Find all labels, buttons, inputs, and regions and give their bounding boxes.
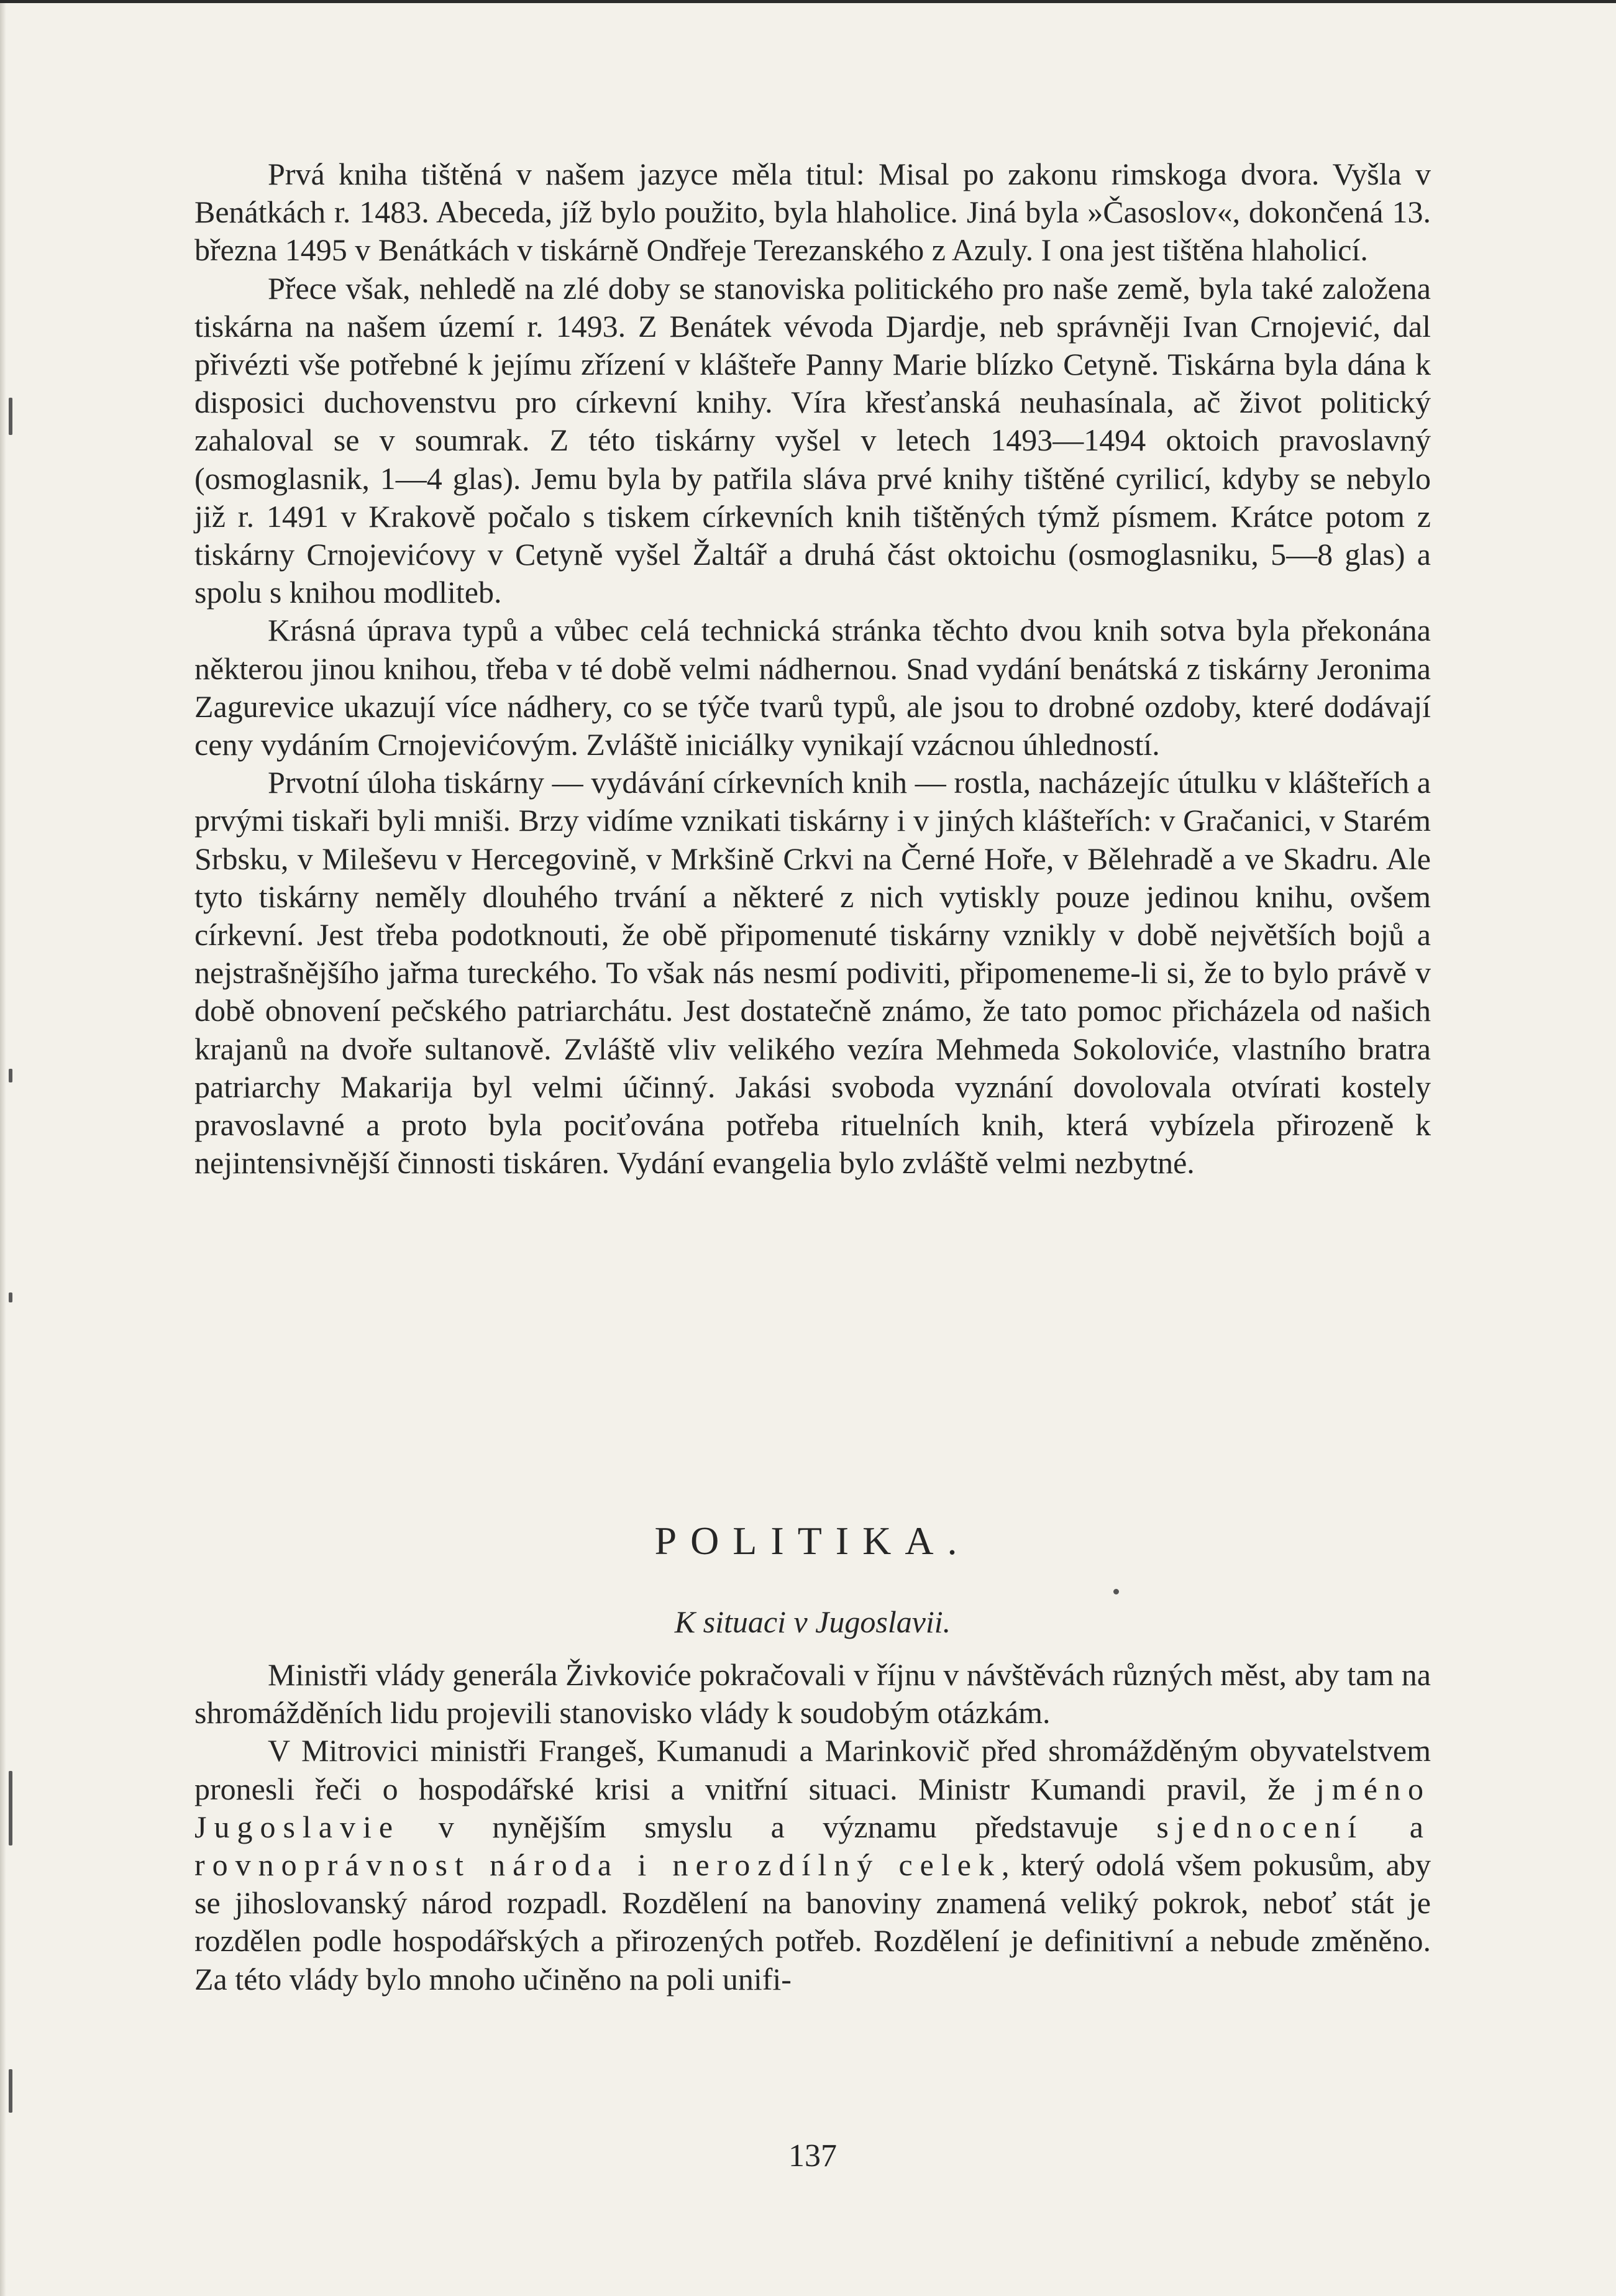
margin-mark: [9, 1069, 12, 1082]
margin-mark: [9, 398, 12, 435]
paragraph: Krásná úprava typů a vůbec celá technická stránka těchto dvou knih sotva byla překonána některou jinou knihou, třeba v té době velmi nádhernou. Snad vydání benátská z tiskárny Jeronima Zagurevice ukazují více nádhery, co se týče tvarů typů, ale jsou to drobné ozdoby, které dodávají ceny vydáním Crnojevićovým. Zvláště iniciálky vynikají vzácnou úhledností.: [194, 613, 1431, 762]
paragraph: Prvá kniha tištěná v našem jazyce měla titul: Misal po zakonu rimskoga dvora. Vyšla v Benátkách r. 1483. Abeceda, jíž bylo použito, byla hlaholice. Jiná byla »Časoslov«, dokončená 13. března 1495 v Benátkách v tiskárně Ondřeje Terezanského z Azuly. I ona jest tištěna hlaholicí.: [194, 157, 1431, 268]
text-run: , který odolá všem pokusům, aby se jihoslovanský národ rozpadl. Rozdělení na banoviny znamená veliký pokrok, neboť stát je rozdělen podle hospodářských a přirozených potřeb. Rozdělení je definitivní a nebude změněno. Za této vlády bylo mnoho učiněno na poli unifi-: [194, 1847, 1431, 1996]
margin-mark: [9, 1771, 12, 1845]
text-run: v nynějším smyslu a významu představuje: [400, 1809, 1157, 1844]
emphasized-text: jméno Jugoslavie: [194, 1771, 1431, 1844]
body-text-lower: [194, 1656, 1431, 1998]
emphasized-text: sjednocení a rovnoprávnost národa i nerozdílný celek: [194, 1809, 1431, 1883]
margin-mark: [9, 2069, 12, 2113]
margin-mark: [9, 1292, 12, 1302]
top-border: [0, 0, 1616, 3]
paragraph: [194, 1732, 1431, 1998]
page-number: 137: [788, 2138, 837, 2174]
paragraph: Přece však, nehledě na zlé doby se stanoviska politického pro naše země, byla také založena tiskárna na našem území r. 1493. Z Benátek vévoda Djardje, neb správněji Ivan Crnojević, dal přivézti vše potřebné k jejímu zřízení v klášteře Panny Marie blízko Cetyně. Tiskárna byla dána k disposici duchovenstvu pro církevní knihy. Víra křesťanská neuhasínala, ač život politický zahaloval se v soumrak. Z této tiskárny vyšel v letech 1493—1494 oktoich pravoslavný (osmoglasnik, 1—4 glas). Jemu byla by patřila sláva prvé knihy tištěné cyrilicí, kdyby se nebylo již r. 1491 v Krakově počalo s tiskem církevních knih tištěných týmž písmem. Krátce potom z tiskárny Crnojevićovy v Cetyně vyšel Žaltář a druhá část oktoichu (osmoglasniku, 5—8 glas) a spolu s knihou modliteb.: [194, 270, 1431, 610]
paragraph: Prvotní úloha tiskárny — vydávání církevních knih — rostla, nacházejíc útulku v klášteřích a prvými tiskaři byli mniši. Brzy vidíme vznikati tiskárny i v jiných klášteřích: v Gračanici, v Starém Srbsku, v Mileševu v Hercegovině, v Mrkšině Crkvi na Černé Hoře, v Bělehradě a ve Skadru. Ale tyto tiskárny neměly dlouhého trvání a některé z nich vytiskly pouze jedinou knihu, ovšem církevní. Jest třeba podotknouti, že obě připomenuté tiskárny vznikly v době největších bojů a nejstrašnějšího jařma tureckého. To však nás nesmí podiviti, připomeneme-li si, že to bylo právě v době obnovení pečského patriarchátu. Jest dostatečně známo, že tato pomoc přicházela od našich krajanů na dvoře sultanově. Zvláště vliv velikého vezíra Mehmeda Sokoloviće, vlastního bratra patriarchy Makarija byl velmi účinný. Jakási svoboda vyznání dovolovala otvírati kostely pravoslavné a proto byla pociťována potřeba rituelních knih, která vybízela přirozeně k nejintensivnější činnosti tiskáren. Vydání evangelia bylo zvláště velmi nezbytné.: [194, 765, 1431, 1181]
body-text-upper: [194, 155, 1431, 1182]
paragraph: Ministři vlády generála Živkoviće pokračovali v říjnu v návštěvách různých měst, aby tam na shromážděních lidu projevili stanovisko vlády k soudobým otázkám.: [194, 1657, 1431, 1731]
page-edge: [0, 0, 6, 2296]
text-run: V Mitrovici ministři Frangeš, Kumanudi a Marinkovič před shromážděným obyvatelstvem pronesli řeči o hospodářské krisi a vnitřní situaci. Ministr Kumandi pravil, že: [194, 1733, 1431, 1806]
section-title: POLITIKA.: [654, 1519, 971, 1563]
stray-dot: [1113, 1589, 1119, 1594]
section-subtitle: K situaci v Jugoslavii.: [674, 1604, 951, 1639]
